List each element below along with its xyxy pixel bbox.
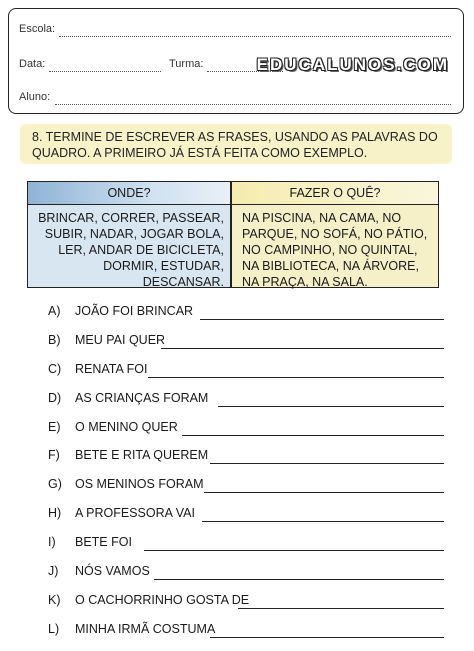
data-field[interactable] bbox=[49, 71, 161, 72]
answer-line[interactable] bbox=[161, 348, 444, 349]
item-letter: J) bbox=[48, 564, 59, 578]
escola-label: Escola: bbox=[19, 23, 56, 35]
escola-field[interactable] bbox=[59, 36, 451, 37]
brand-logo: EDUCALUNOS.COM bbox=[256, 55, 449, 74]
onde-header: ONDE? bbox=[28, 182, 230, 205]
fazer-column bbox=[232, 182, 438, 287]
fazer-line: NA PRAÇA, NA SALA. bbox=[242, 275, 368, 289]
item-phrase: NÓS VAMOS bbox=[75, 564, 150, 578]
exercise-item bbox=[48, 448, 444, 468]
onde-line: DORMIR, ESTUDAR, DESCANSAR. bbox=[103, 259, 224, 289]
item-phrase: RENATA FOI bbox=[75, 362, 148, 376]
turma-label: Turma: bbox=[169, 58, 204, 70]
item-phrase: O MENINO QUER bbox=[75, 420, 178, 434]
exercise-item bbox=[48, 535, 444, 555]
onde-line: SUBIR, NADAR, JOGAR BOLA, bbox=[44, 227, 224, 241]
item-letter: H) bbox=[48, 506, 62, 520]
item-letter: F) bbox=[48, 448, 60, 462]
student-info-box bbox=[8, 8, 464, 114]
fazer-header: FAZER O QUÊ? bbox=[232, 182, 438, 205]
item-letter: B) bbox=[48, 333, 61, 347]
answer-line[interactable] bbox=[204, 492, 444, 493]
answer-line[interactable] bbox=[210, 463, 444, 464]
aluno-field[interactable] bbox=[55, 104, 451, 105]
item-phrase: JOÃO FOI BRINCAR bbox=[75, 304, 194, 318]
item-letter: E) bbox=[48, 420, 61, 434]
answer-line[interactable] bbox=[182, 435, 444, 436]
item-phrase: O CACHORRINHO GOSTA DE bbox=[75, 593, 250, 607]
exercise-item bbox=[48, 564, 444, 584]
answer-line[interactable] bbox=[200, 319, 444, 320]
item-phrase: BETE E RITA QUEREM bbox=[75, 448, 209, 462]
onde-column bbox=[28, 182, 232, 287]
exercise-item bbox=[48, 622, 444, 642]
answer-line[interactable] bbox=[218, 406, 444, 407]
exercise-item bbox=[48, 362, 444, 382]
fazer-line: PARQUE, NO SOFÁ, NO PÁTIO, bbox=[242, 227, 428, 241]
item-phrase: BETE FOI bbox=[75, 535, 132, 549]
instruction-box bbox=[20, 124, 452, 164]
item-letter: D) bbox=[48, 391, 62, 405]
onde-line: LER, ANDAR DE BICICLETA, bbox=[58, 243, 224, 257]
item-phrase: OS MENINOS FORAM bbox=[75, 477, 204, 491]
item-phrase: MEU PAI QUER bbox=[75, 333, 166, 347]
item-letter: G) bbox=[48, 477, 62, 491]
item-phrase: MINHA IRMÃ COSTUMA bbox=[75, 622, 216, 636]
item-letter: K) bbox=[48, 593, 61, 607]
answer-line[interactable] bbox=[202, 521, 444, 522]
answer-line[interactable] bbox=[148, 377, 444, 378]
fazer-line: NA PISCINA, NA CAMA, NO bbox=[242, 211, 402, 225]
onde-line: BRINCAR, CORRER, PASSEAR, bbox=[38, 211, 224, 225]
exercise-item bbox=[48, 477, 444, 497]
exercise-item bbox=[48, 391, 444, 411]
exercise-item bbox=[48, 333, 444, 353]
item-letter: A) bbox=[48, 304, 61, 318]
answer-line[interactable] bbox=[238, 608, 444, 609]
exercise-item bbox=[48, 304, 444, 324]
exercise-item bbox=[48, 420, 444, 440]
answer-line[interactable] bbox=[154, 579, 444, 580]
item-letter: C) bbox=[48, 362, 62, 376]
item-letter: I) bbox=[48, 535, 56, 549]
instruction-text: 8. TERMINE DE ESCREVER AS FRASES, USANDO AS PALAVRAS DO QUADRO. A PRIMEIRO JÁ ESTÁ FEITA COMO EXEMPLO. bbox=[32, 130, 438, 160]
answer-line[interactable] bbox=[210, 637, 444, 638]
fazer-words bbox=[232, 205, 438, 290]
data-label: Data: bbox=[19, 58, 46, 70]
item-letter: L) bbox=[48, 622, 60, 636]
exercise-item bbox=[48, 506, 444, 526]
fazer-line: NA BIBLIOTECA, NA ÁRVORE, bbox=[242, 259, 419, 273]
aluno-label: Aluno: bbox=[19, 91, 51, 103]
word-table bbox=[27, 181, 439, 288]
exercise-item bbox=[48, 593, 444, 613]
item-phrase: AS CRIANÇAS FORAM bbox=[75, 391, 209, 405]
fazer-line: NO CAMPINHO, NO QUINTAL, bbox=[242, 243, 418, 257]
item-phrase: A PROFESSORA VAI bbox=[75, 506, 195, 520]
onde-words bbox=[28, 205, 230, 290]
answer-line[interactable] bbox=[144, 550, 444, 551]
